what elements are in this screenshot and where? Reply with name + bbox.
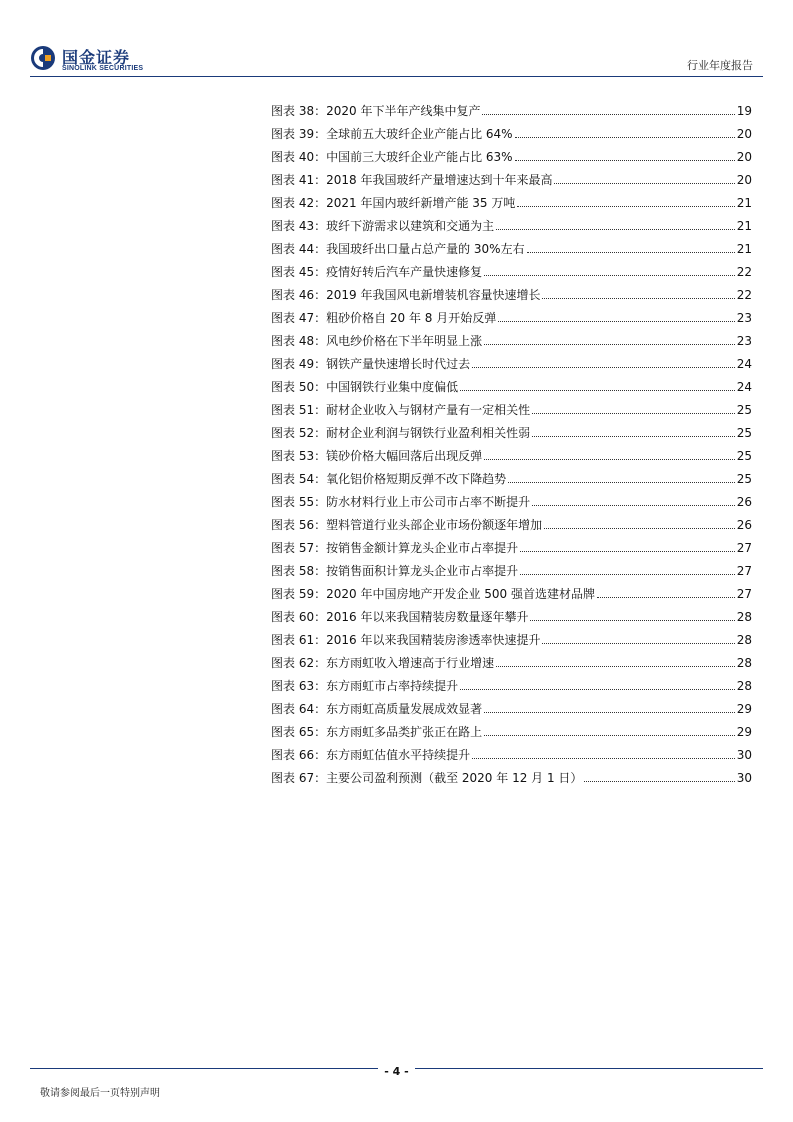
toc-entry-label: 图表 48：风电纱价格在下半年明显上涨 [271,334,483,348]
toc-entry-label: 图表 58：按销售面积计算龙头企业市占率提升 [271,564,519,578]
toc-entry[interactable] [271,670,752,693]
toc-entry-label: 图表 41：2018 年我国玻纤产量增速达到十年来最高 [271,173,553,187]
toc-entry-label: 图表 38：2020 年下半年产线集中复产 [271,104,481,118]
disclaimer-note: 敬请参阅最后一页特别声明 [40,1088,160,1099]
page-header [0,0,793,80]
toc-leader-dots [508,481,735,483]
toc-entry-page: 25 [736,472,752,486]
toc-entry-label: 图表 54：氧化铝价格短期反弹不改下降趋势 [271,472,507,486]
toc-leader-dots [520,573,735,575]
toc-entry[interactable] [271,716,752,739]
toc-entry-page: 28 [736,610,752,624]
toc-entry[interactable] [271,532,752,555]
report-type: 行业年度报告 [687,59,753,72]
toc-entry-label: 图表 60：2016 年以来我国精装房数量逐年攀升 [271,610,529,624]
toc-leader-dots [482,113,734,115]
toc-entry-page: 20 [736,150,752,164]
toc-leader-dots [484,458,735,460]
toc-entry-page: 29 [736,725,752,739]
toc-leader-dots [532,412,735,414]
toc-entry[interactable] [271,164,752,187]
toc-entry[interactable] [271,118,752,141]
toc-leader-dots [584,780,734,782]
toc-entry-page: 28 [736,679,752,693]
toc-entry-page: 23 [736,334,752,348]
toc-leader-dots [484,711,735,713]
toc-entry-label: 图表 39：全球前五大玻纤企业产能占比 64% [271,127,513,141]
toc-entry-page: 25 [736,426,752,440]
toc-entry-page: 24 [736,357,752,371]
toc-entry[interactable] [271,762,752,785]
toc-entry-label: 图表 44：我国玻纤出口量占总产量的 30%左右 [271,242,525,256]
toc-leader-dots [544,527,735,529]
toc-entry-label: 图表 64：东方雨虹高质量发展成效显著 [271,702,483,716]
toc-entry-page: 19 [736,104,752,118]
toc-leader-dots [517,205,734,207]
toc-entry[interactable] [271,739,752,762]
toc-leader-dots [554,182,734,184]
toc-entry[interactable] [271,601,752,624]
toc-entry[interactable] [271,302,752,325]
toc-leader-dots [484,343,735,345]
toc-entry[interactable] [271,417,752,440]
toc-entry-page: 26 [736,495,752,509]
toc-entry-page: 24 [736,380,752,394]
toc-entry-label: 图表 61：2016 年以来我国精装房渗透率快速提升 [271,633,541,647]
toc-entry-label: 图表 46：2019 年我国风电新增装机容量快速增长 [271,288,541,302]
toc-entry-label: 图表 65：东方雨虹多品类扩张正在路上 [271,725,483,739]
toc-entry-page: 25 [736,403,752,417]
toc-entry[interactable] [271,624,752,647]
toc-leader-dots [532,504,735,506]
toc-entry-label: 图表 63：东方雨虹市占率持续提升 [271,679,459,693]
sinolink-logo-icon [30,45,56,71]
toc-entry[interactable] [271,95,752,118]
toc-leader-dots [515,136,735,138]
toc-entry[interactable] [271,141,752,164]
toc-leader-dots [484,274,735,276]
toc-leader-dots [498,320,734,322]
toc-entry-label: 图表 45：疫情好转后汽车产量快速修复 [271,265,483,279]
toc-entry[interactable] [271,509,752,532]
toc-leader-dots [527,251,735,253]
toc-entry-page: 25 [736,449,752,463]
toc-entry[interactable] [271,440,752,463]
toc-entry[interactable] [271,371,752,394]
toc-entry-page: 29 [736,702,752,716]
toc-entry[interactable] [271,348,752,371]
toc-entry[interactable] [271,555,752,578]
toc-entry-page: 21 [736,242,752,256]
toc-leader-dots [460,389,735,391]
toc-entry-label: 图表 43：玻纤下游需求以建筑和交通为主 [271,219,495,233]
toc-entry-label: 图表 51：耐材企业收入与钢材产量有一定相关性 [271,403,531,417]
toc-entry-label: 图表 55：防水材料行业上市公司市占率不断提升 [271,495,531,509]
toc-entry[interactable] [271,463,752,486]
toc-leader-dots [542,297,734,299]
company-logo [30,45,160,77]
toc-entry-page: 30 [736,771,752,785]
figure-list [271,95,752,785]
toc-entry-page: 22 [736,265,752,279]
toc-leader-dots [496,228,735,230]
toc-entry-page: 30 [736,748,752,762]
toc-entry-page: 27 [736,541,752,555]
toc-leader-dots [484,734,735,736]
toc-entry[interactable] [271,693,752,716]
toc-entry[interactable] [271,394,752,417]
toc-entry-page: 20 [736,173,752,187]
toc-entry[interactable] [271,233,752,256]
toc-entry[interactable] [271,256,752,279]
page-number-wrap [0,1065,793,1078]
toc-entry[interactable] [271,325,752,348]
toc-entry-page: 21 [736,196,752,210]
toc-entry[interactable] [271,578,752,601]
toc-entry[interactable] [271,210,752,233]
toc-entry-page: 27 [736,587,752,601]
toc-entry-label: 图表 50：中国钢铁行业集中度偏低 [271,380,459,394]
toc-entry-label: 图表 56：塑料管道行业头部企业市场份额逐年增加 [271,518,543,532]
toc-entry-page: 28 [736,656,752,670]
toc-leader-dots [460,688,735,690]
toc-entry-label: 图表 47：粗砂价格自 20 年 8 月开始反弹 [271,311,497,325]
toc-leader-dots [520,550,735,552]
toc-entry-label: 图表 62：东方雨虹收入增速高于行业增速 [271,656,495,670]
logo-chinese-name: 国金证券 [62,48,131,67]
toc-entry-label: 图表 57：按销售金额计算龙头企业市占率提升 [271,541,519,555]
logo-english-name: SINOLINK SECURITIES [62,65,144,72]
toc-entry-label: 图表 53：镁砂价格大幅回落后出现反弹 [271,449,483,463]
toc-entry-page: 20 [736,127,752,141]
toc-leader-dots [597,596,735,598]
toc-entry-label: 图表 67：主要公司盈利预测（截至 2020 年 12 月 1 日） [271,771,583,785]
toc-leader-dots [532,435,735,437]
toc-entry-label: 图表 59：2020 年中国房地产开发企业 500 强首选建材品牌 [271,587,595,601]
toc-entry-label: 图表 52：耐材企业利润与钢铁行业盈利相关性弱 [271,426,531,440]
toc-leader-dots [472,366,735,368]
toc-entry[interactable] [271,647,752,670]
toc-entry-page: 22 [736,288,752,302]
toc-entry-label: 图表 42：2021 年国内玻纤新增产能 35 万吨 [271,196,516,210]
header-divider [30,76,763,77]
toc-entry-label: 图表 40：中国前三大玻纤企业产能占比 63% [271,150,513,164]
page-number: - 4 - [378,1065,414,1078]
toc-entry-label: 图表 49：钢铁产量快速增长时代过去 [271,357,471,371]
toc-entry-page: 28 [736,633,752,647]
toc-entry[interactable] [271,187,752,210]
toc-entry[interactable] [271,279,752,302]
toc-entry-label: 图表 66：东方雨虹估值水平持续提升 [271,748,471,762]
toc-leader-dots [496,665,735,667]
toc-entry-page: 23 [736,311,752,325]
toc-entry-page: 27 [736,564,752,578]
toc-leader-dots [530,619,734,621]
toc-leader-dots [542,642,734,644]
toc-leader-dots [472,757,735,759]
toc-entry[interactable] [271,486,752,509]
toc-leader-dots [515,159,735,161]
toc-entry-page: 21 [736,219,752,233]
toc-entry-page: 26 [736,518,752,532]
